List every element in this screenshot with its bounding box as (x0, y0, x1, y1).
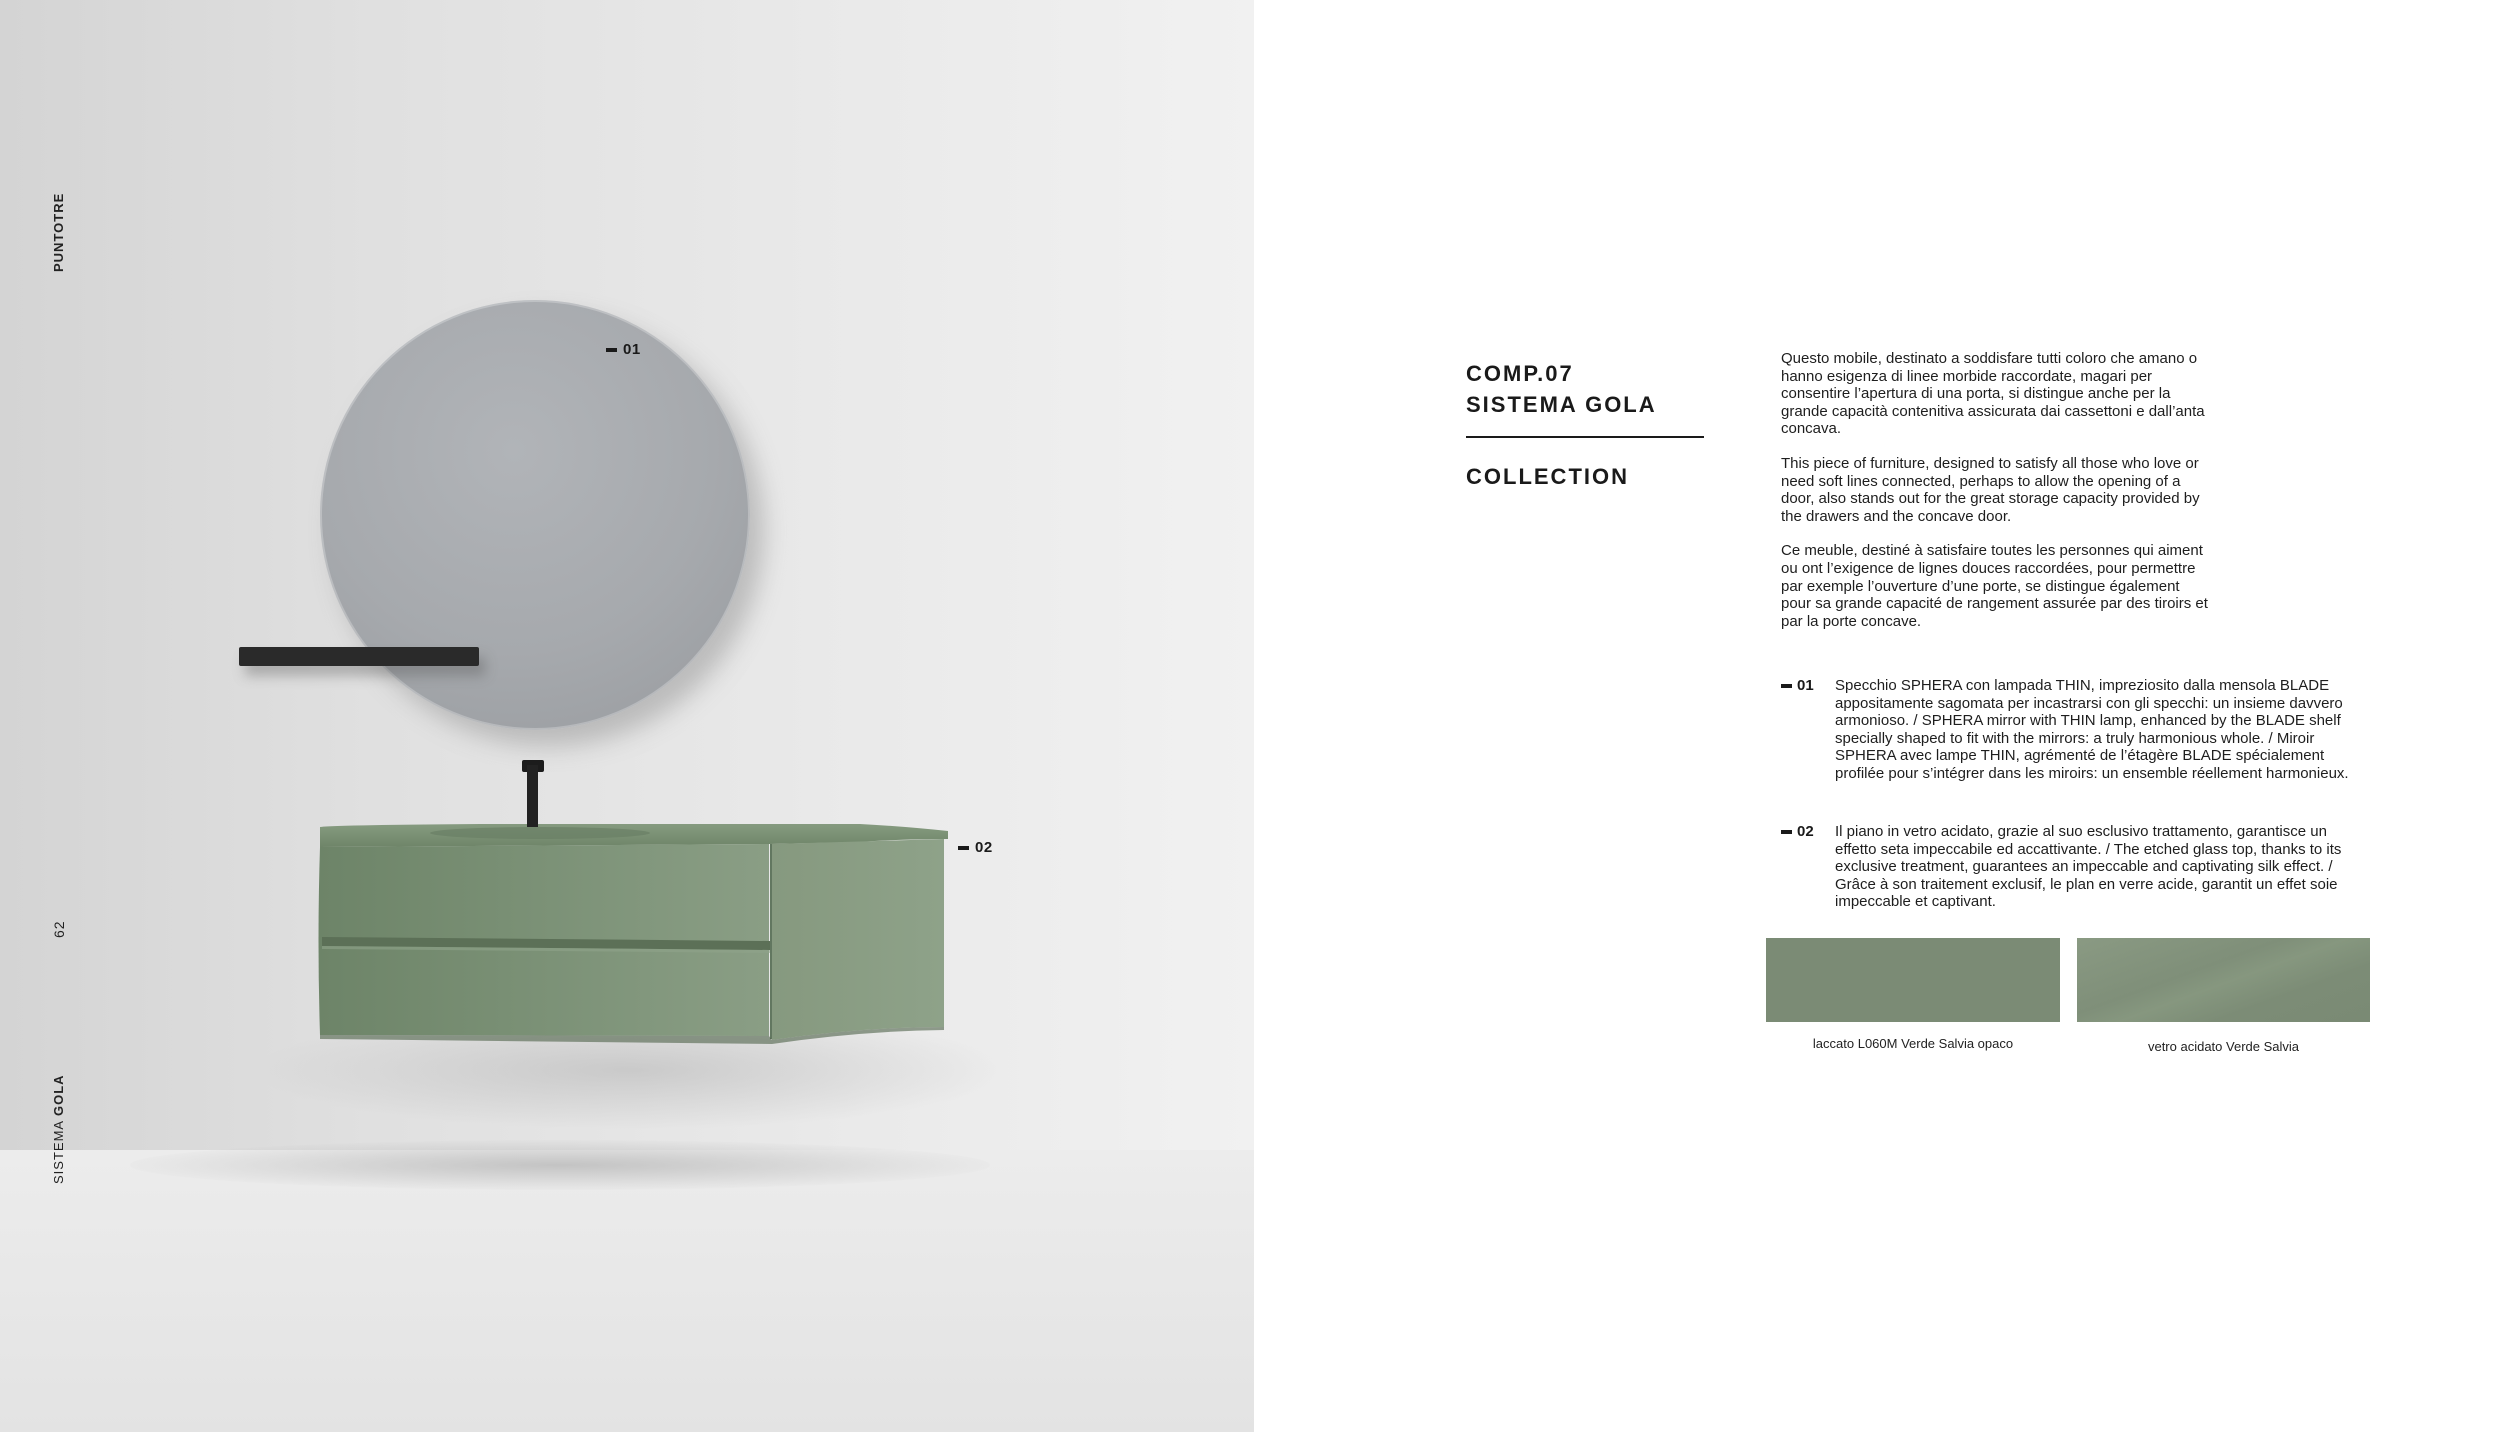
note-02-num: 02 (1797, 823, 1814, 840)
floor (0, 1150, 1254, 1432)
note-marker (1781, 830, 1792, 834)
faucet (527, 765, 538, 827)
callout-01 (606, 341, 641, 358)
note-01 (1781, 677, 2365, 783)
section-label-bold: GOLA (51, 1074, 66, 1117)
page-number: 62 (51, 920, 67, 938)
section-label (51, 1074, 66, 1184)
swatch-vetro (2077, 938, 2370, 1022)
callout-marker (606, 348, 617, 352)
section-label-light: SISTEMA (51, 1116, 66, 1184)
note-01-text: Specchio SPHERA con lampada THIN, impreziosito dalla mensola BLADE appositamente sagomata per incastrarsi con gli specchi: un insieme davvero armonioso. / SPHERA mirror with THIN lamp, enhanced by the BLADE shelf specially shaped to fit with the mirrors: a truly harmonious whole. / Miroir SPHERA avec lampe THIN, agrémenté de l’étagère BLADE spécialement profilée pour s’intégrer dans les miroirs: un ensemble réellement harmonieux. (1835, 677, 2349, 782)
note-number (1781, 677, 1835, 783)
title-block (1466, 358, 1706, 490)
description-fr: Ce meuble, destiné à satisfaire toutes les personnes qui aiment ou ont l’exigence de lignes douces raccordées, pour permettre par exemple l’ouverture d’une porte, se distingue également pour sa grande capacité de rangement assurée par des tiroirs et par la porte concave. (1781, 542, 2208, 630)
callout-02-label: 02 (975, 839, 993, 856)
swatch-vetro-label: vetro acidato Verde Salvia (2147, 1039, 2300, 1054)
note-02 (1781, 823, 2365, 911)
system-title: SISTEMA GOLA (1466, 392, 1657, 417)
floor-shadow (130, 1140, 990, 1190)
description (1781, 350, 2211, 647)
note-marker (1781, 684, 1792, 688)
description-en: This piece of furniture, designed to satisfy all those who love or need soft lines connected, perhaps to allow the opening of a door, also stands out for the great storage capacity provided by the drawers and the concave door. (1781, 454, 2200, 525)
vanity-cabinet (300, 815, 960, 1055)
note-02-text: Il piano in vetro acidato, grazie al suo esclusivo trattamento, garantisce un effetto seta impeccabile ed accattivante. / The etched glass top, thanks to its exclusive treatment, guarantees an impeccable and captivating silk effect. / Grâce à son traitement exclusif, le plan en verre acide, garantit un effet soie impeccable et captivant. (1835, 823, 2342, 911)
concave-door (772, 839, 944, 1040)
title-divider (1466, 436, 1704, 438)
collection-title: COLLECTION (1466, 464, 1629, 489)
swatch-laccato-label: laccato L060M Verde Salvia opaco (1812, 1036, 2014, 1051)
description-it: Questo mobile, destinato a soddisfare tutti coloro che amano o hanno esigenza di linee morbide raccordate, magari per consentire l’apertura di una porta, si distingue anche per la grande capacità contenitiva assicurata dai cassettoni e dall’anta concava. (1781, 350, 2205, 438)
callout-01-label: 01 (623, 341, 641, 358)
blade-shelf (239, 647, 479, 666)
callout-02 (958, 839, 993, 856)
callout-marker (958, 846, 969, 850)
brand-label: PUNTOTRE (51, 192, 66, 272)
comp-title: COMP.07 (1466, 361, 1574, 386)
note-number (1781, 823, 1835, 911)
basin (430, 827, 650, 839)
note-01-num: 01 (1797, 677, 1814, 694)
swatch-laccato (1766, 938, 2060, 1022)
